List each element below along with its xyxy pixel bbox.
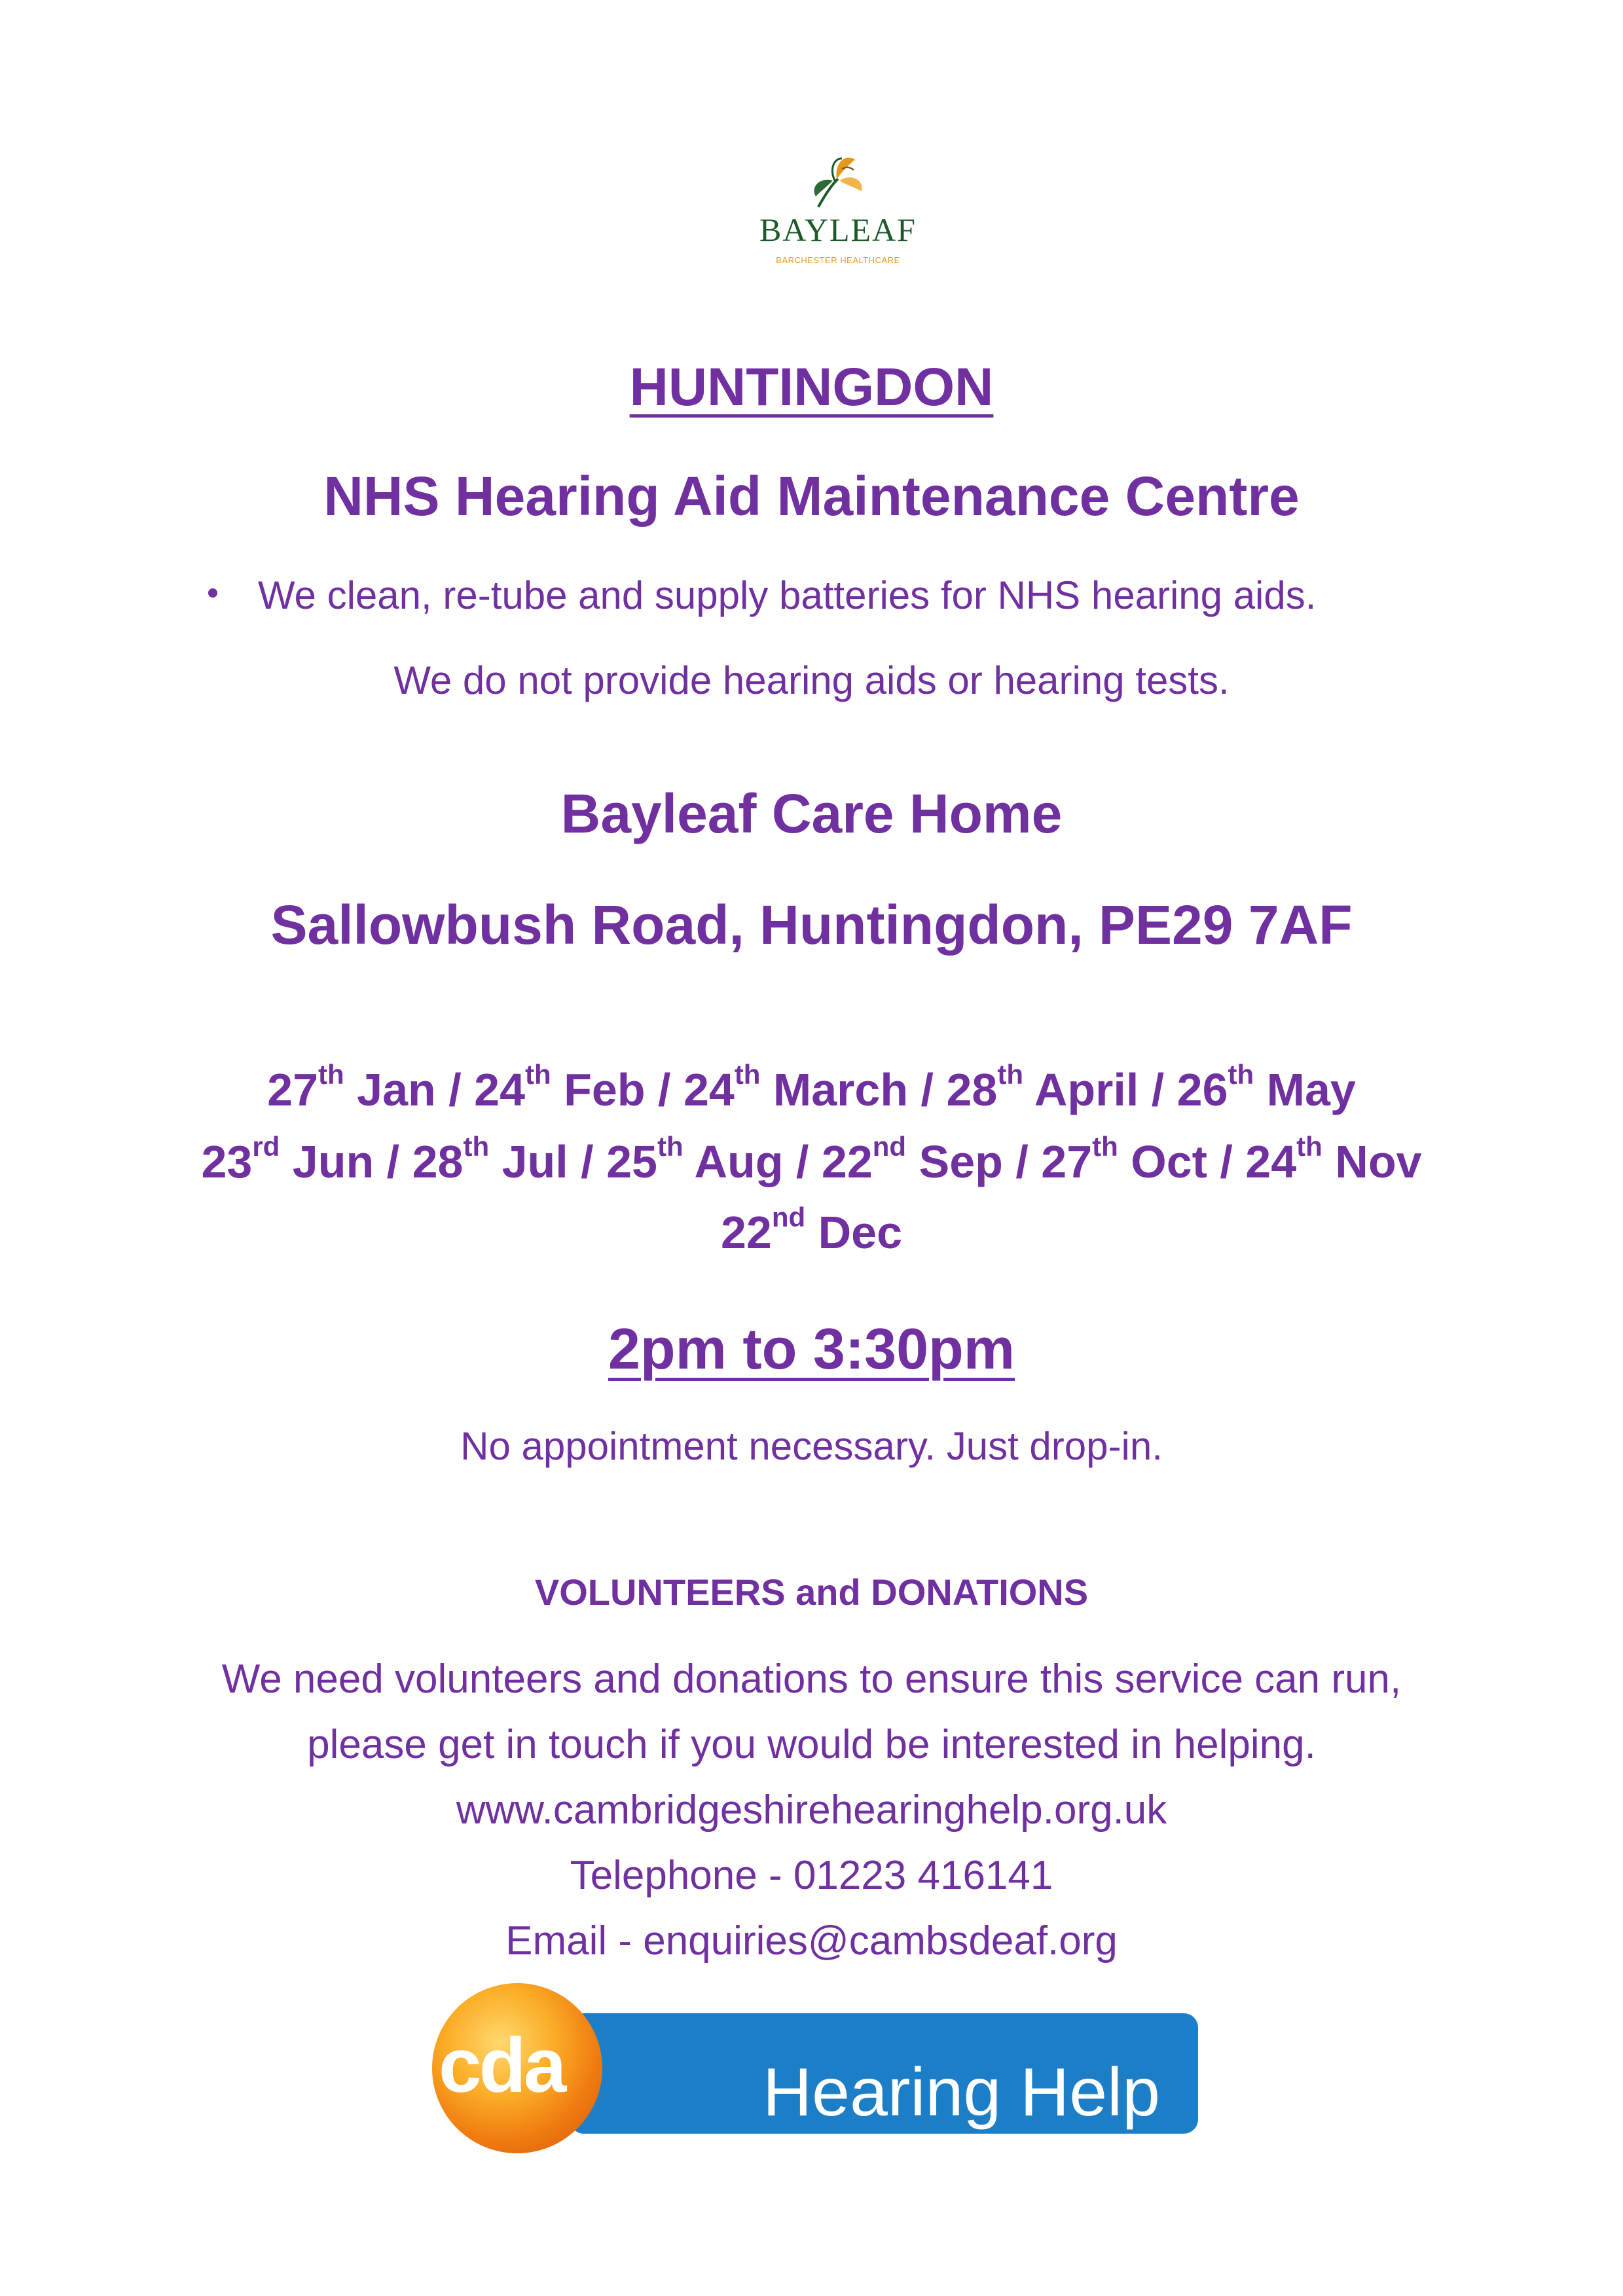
date-item: 24th Nov <box>1245 1131 1422 1187</box>
email-line[interactable]: Email - enquiries@cambsdeaf.org <box>505 1918 1118 1964</box>
date-item: 23rd Jun <box>201 1131 374 1187</box>
drop-in-note: No appointment necessary. Just drop-in. <box>460 1424 1163 1468</box>
location-name: Bayleaf Care Home <box>560 783 1063 844</box>
date-item: 27th Oct <box>1041 1131 1207 1187</box>
date-item: 22nd Sep <box>821 1131 1003 1187</box>
website-link[interactable]: www.cambridgeshirehearinghelp.org.uk <box>456 1787 1167 1833</box>
session-time: 2pm to 3:30pm <box>608 1316 1015 1381</box>
date-item: 26th May <box>1176 1059 1356 1115</box>
services-bullet-text: We clean, re-tube and supply batteries for NHS hearing aids. <box>258 573 1317 617</box>
date-item: 25th Aug <box>606 1131 784 1187</box>
date-item: 28th April <box>946 1059 1139 1115</box>
volunteers-heading: VOLUNTEERS and DONATIONS <box>534 1571 1089 1613</box>
date-item: 24th March <box>683 1059 909 1115</box>
cda-hearing-help-logo <box>432 1983 1198 2153</box>
services-bullet <box>208 573 1316 618</box>
dates-line-1: 27th Jan / 24th Feb / 24th March / 28th April / 26th May <box>267 1059 1356 1115</box>
telephone-line: Telephone - 01223 416141 <box>570 1853 1053 1898</box>
cda-brand: cda <box>439 2022 564 2109</box>
bayleaf-wordmark: BAYLEAF <box>759 211 917 248</box>
hearing-help-label: Hearing Help <box>763 2054 1160 2130</box>
dates-line-3 <box>0 1202 1623 1259</box>
cda-blue-bar <box>570 2013 1198 2134</box>
bullet-icon <box>208 588 217 598</box>
date-item: 27th Jan <box>267 1059 436 1115</box>
page-title: HUNTINGDON <box>629 357 994 417</box>
volunteers-text-1: We need volunteers and donations to ensure this service can run, <box>221 1657 1402 1702</box>
dates-line-2: 23rd Jun / 28th Jul / 25th Aug / 22nd Sep / 27th Oct / 24th Nov <box>201 1131 1422 1187</box>
ear-icon <box>1244 2059 1316 2144</box>
date-item: 28th Jul <box>412 1131 568 1187</box>
bayleaf-logo <box>740 151 936 275</box>
location-address: Sallowbush Road, Huntingdon, PE29 7AF <box>270 894 1353 956</box>
services-note: We do not provide hearing aids or hearing tests. <box>393 658 1230 702</box>
oak-leaf-icon <box>740 151 936 213</box>
date-item: 24th Feb <box>474 1059 646 1115</box>
bayleaf-tagline: BARCHESTER HEALTHCARE <box>776 255 900 265</box>
volunteers-text-2: please get in touch if you would be interested in helping. <box>307 1722 1316 1767</box>
date-item: 22nd Dec <box>720 1202 903 1258</box>
page-subtitle: NHS Hearing Aid Maintenance Centre <box>323 465 1300 527</box>
